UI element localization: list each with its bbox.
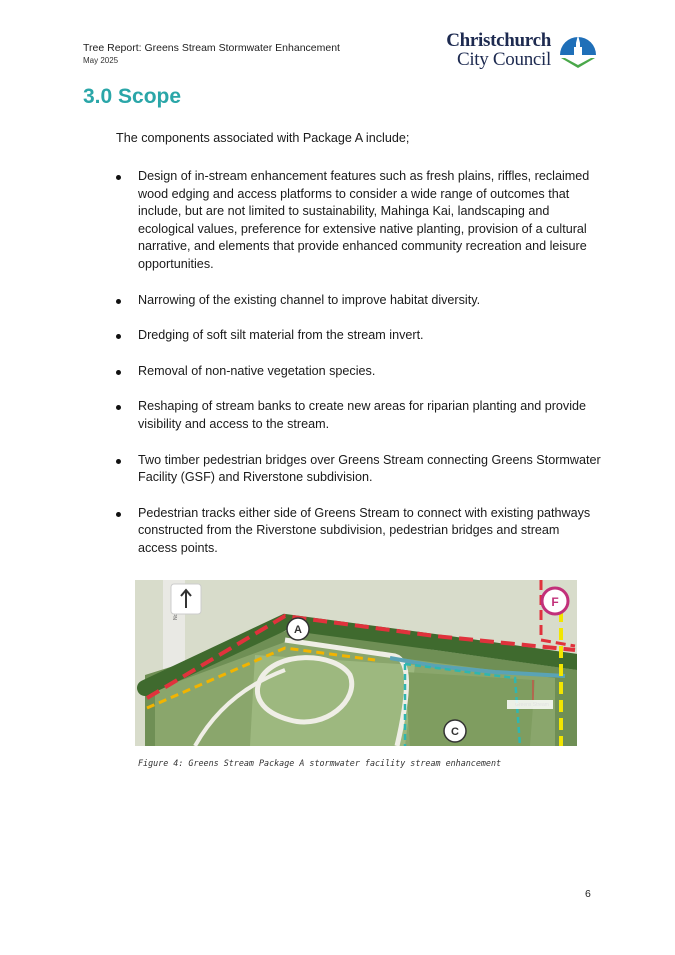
list-item [116, 398, 601, 433]
bullet-icon [116, 512, 121, 517]
list-item [116, 505, 601, 558]
scope-bullet-list [116, 168, 601, 576]
list-item-text: Removal of non-native vegetation species. [138, 363, 376, 378]
marker-f-label: F [551, 595, 559, 609]
list-item [116, 327, 601, 345]
list-item [116, 292, 601, 310]
list-item [116, 363, 601, 381]
document-header [83, 42, 340, 66]
document-title: Tree Report: Greens Stream Stormwater Enhancement [83, 42, 340, 54]
bullet-icon [116, 459, 121, 464]
bullet-icon [116, 405, 121, 410]
council-logo [428, 31, 598, 71]
marker-c-label: C [451, 726, 459, 738]
bullet-icon [116, 334, 121, 339]
list-item-text: Reshaping of stream banks to create new areas for riparian planting and provide visibility and access to the stream. [138, 399, 587, 431]
document-date: May 2025 [83, 56, 119, 65]
site-plan-map [135, 580, 577, 746]
site-plan-figure [135, 580, 577, 746]
list-item-text: Two timber pedestrian bridges over Greens Stream connecting Greens Stormwater Facility (GSF) and Riverstone subdivision. [138, 452, 601, 485]
list-item-text: Dredging of soft silt material from the stream invert. [138, 328, 424, 343]
logo-line-2: City Council [456, 49, 551, 70]
logo-wordmark [446, 31, 551, 69]
marker-a-label: A [294, 624, 302, 636]
figure-caption: Figure 4: Greens Stream Package A stormwater facility stream enhancement [138, 758, 502, 768]
bullet-icon [116, 299, 121, 304]
list-item [116, 452, 601, 487]
list-item [116, 168, 601, 274]
list-item-text: Narrowing of the existing channel to improve habitat diversity. [138, 292, 481, 307]
section-heading: 3.0 Scope [83, 85, 182, 108]
bullet-icon [116, 370, 121, 375]
intro-paragraph: The components associated with Package A include; [116, 131, 410, 145]
list-item-text: Design of in-stream enhancement features such as fresh plains, riffles, reclaimed wood edging and access platforms to consider a wide range of outcomes that include, but are not limited to sustainability, Mahinga Kai, landscaping and ecological values, preference for extensive native planting, provision of a cultural narrative, and elements that provide enhanced community recreation and leisure opportunities. [138, 169, 590, 271]
page-number: 6 [585, 888, 591, 900]
list-item-text: Pedestrian tracks either side of Greens Stream to connect with existing pathways constructed from the Riverstone subdivision, pedestrian bridges and stream access points. [138, 505, 591, 555]
bullet-icon [116, 175, 121, 180]
logo-line-1: Christchurch [446, 30, 551, 51]
cathedral-emblem-icon [558, 31, 598, 71]
